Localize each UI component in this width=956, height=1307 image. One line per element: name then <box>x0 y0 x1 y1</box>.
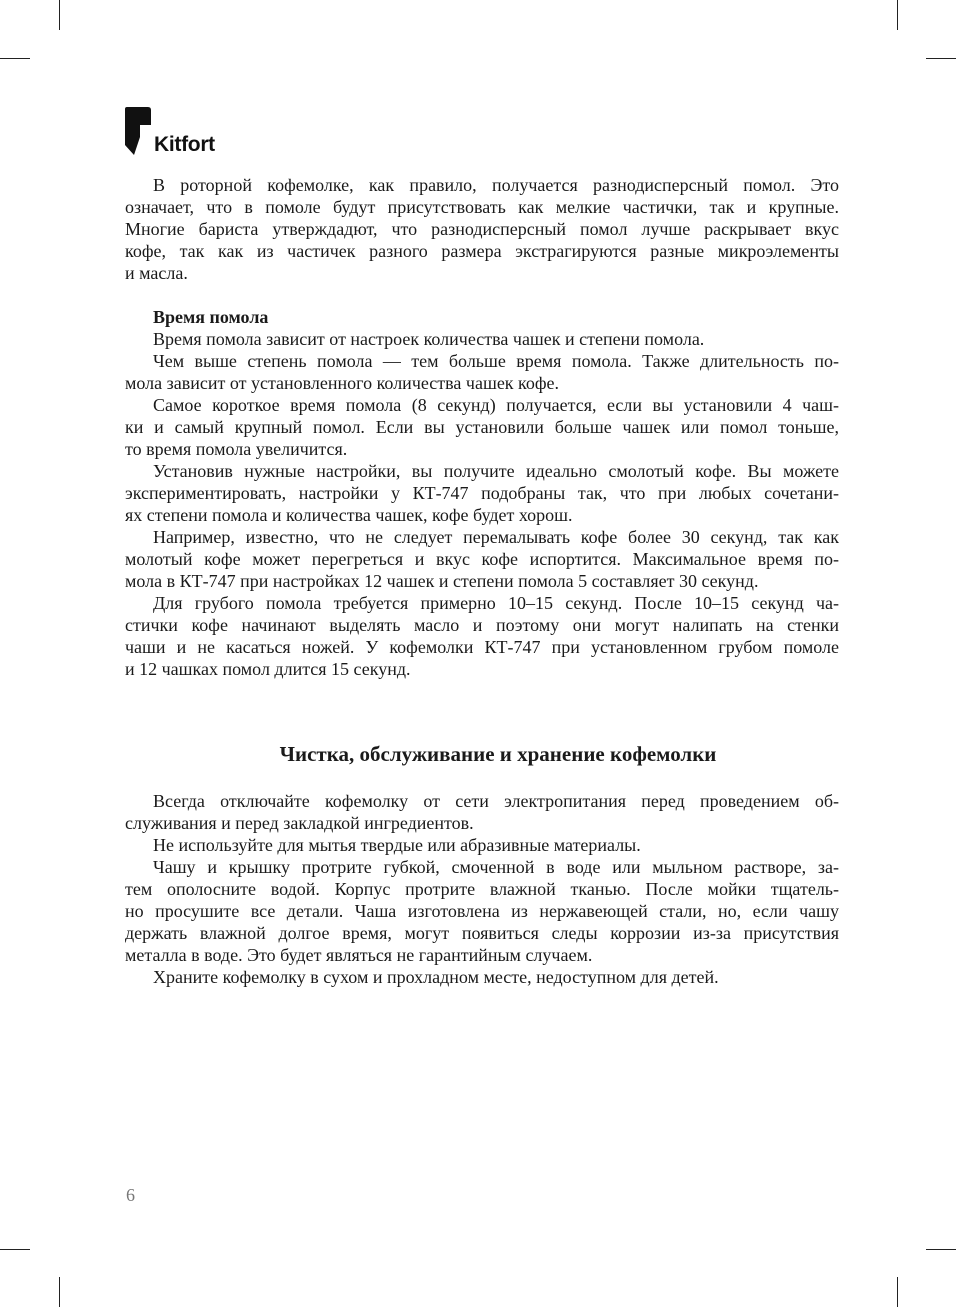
text-line: Не используйте для мытья твердые или абразивные материалы. <box>153 835 641 855</box>
text-line: Например, известно, что не следует перемалывать кофе более 30 секунд, так как <box>153 527 839 547</box>
grind-time-section <box>125 306 839 680</box>
paragraph <box>125 856 839 966</box>
text-line: экспериментировать, настройки у КТ-747 подобраны так, что при любых сочетани- <box>125 483 839 503</box>
text-line: Многие бариста утверждадют, что разнодисперсный помол лучше раскрывает вкус <box>125 219 839 239</box>
text-line: Время помола зависит от настроек количества чашек и степени помола. <box>153 329 705 349</box>
text-line: В роторной кофемолке, как правило, получается разнодисперсный помол. Это <box>153 175 839 195</box>
text-line: держать влажной долгое время, могут появиться следы коррозии из-за присутствия <box>125 923 839 943</box>
paragraph <box>125 394 839 460</box>
text-line: и масла. <box>125 263 188 283</box>
section-heading: Время помола <box>153 307 269 327</box>
paragraph <box>125 174 839 284</box>
paragraph <box>125 350 839 394</box>
text-line: и 12 чашках помол длится 15 секунд. <box>125 659 411 679</box>
text-line: чаши и не касаться ножей. У кофемолки КТ-747 при установленном грубом помоле <box>125 637 839 657</box>
paragraph <box>125 834 839 856</box>
text-line: означает, что в помоле будут присутствовать как мелкие частички, так и крупные. <box>125 197 839 217</box>
text-line: ях степени помола и количества чашек, кофе будет хорош. <box>125 505 573 525</box>
text-line: Чашу и крышку протрите губкой, смоченной в воде или мыльном растворе, за- <box>153 857 839 877</box>
crop-mark <box>0 58 30 59</box>
paragraph <box>125 328 839 350</box>
text-line: тем ополосните водой. Корпус протрите влажной тканью. После мойки тщатель- <box>125 879 839 899</box>
crop-mark <box>59 0 60 30</box>
paragraph <box>125 790 839 834</box>
text-line: молотый кофе может перегреться и вкус кофе испортится. Максимальное время по- <box>125 549 839 569</box>
text-line: Чем выше степень помола — тем больше время помола. Также длительность по- <box>153 351 839 371</box>
crop-mark <box>897 1277 898 1307</box>
text-line: мола в КТ-747 при настройках 12 чашек и степени помола 5 составляет 30 секунд. <box>125 571 759 591</box>
cleaning-section <box>125 790 839 988</box>
crop-mark <box>926 1249 956 1250</box>
text-line: Всегда отключайте кофемолку от сети электропитания перед проведением об- <box>153 791 839 811</box>
text-line: ки и самый крупный помол. Если вы установили больше чашек или помол тоньше, <box>125 417 839 437</box>
paragraph <box>125 966 839 988</box>
crop-mark <box>0 1249 30 1250</box>
text-line: но просушите все детали. Чаша изготовлена из нержавеющей стали, но, если чашу <box>125 901 839 921</box>
crop-mark <box>59 1277 60 1307</box>
intro-section <box>125 174 839 284</box>
paragraph <box>125 526 839 592</box>
text-line: Для грубого помола требуется примерно 10–15 секунд. После 10–15 секунд ча- <box>153 593 839 613</box>
page-number: 6 <box>126 1185 135 1205</box>
section-title: Чистка, обслуживание и хранение кофемолки <box>279 742 717 766</box>
kitfort-logo-icon <box>125 107 151 157</box>
text-line: Храните кофемолку в сухом и прохладном месте, недоступном для детей. <box>153 967 719 987</box>
paragraph <box>125 460 839 526</box>
crop-mark <box>897 0 898 30</box>
kitfort-logo <box>125 107 235 159</box>
text-line: то время помола увеличится. <box>125 439 348 459</box>
brand-name: Kitfort <box>154 133 215 156</box>
text-line: Самое короткое время помола (8 секунд) получается, если вы установили 4 чаш- <box>153 395 839 415</box>
text-line: кофе, так как из частичек разного размера экстрагируются разные микроэлементы <box>125 241 839 261</box>
text-line: служивания и перед закладкой ингредиентов. <box>125 813 474 833</box>
text-line: Установив нужные настройки, вы получите идеально смолотый кофе. Вы можете <box>153 461 839 481</box>
text-line: металла в воде. Это будет являться не гарантийным случаем. <box>125 945 593 965</box>
text-line: мола зависит от установленного количества чашек кофе. <box>125 373 560 393</box>
text-line: стички кофе начинают выделять масло и поэтому они могут налипать на стенки <box>125 615 839 635</box>
crop-mark <box>926 58 956 59</box>
paragraph <box>125 592 839 680</box>
